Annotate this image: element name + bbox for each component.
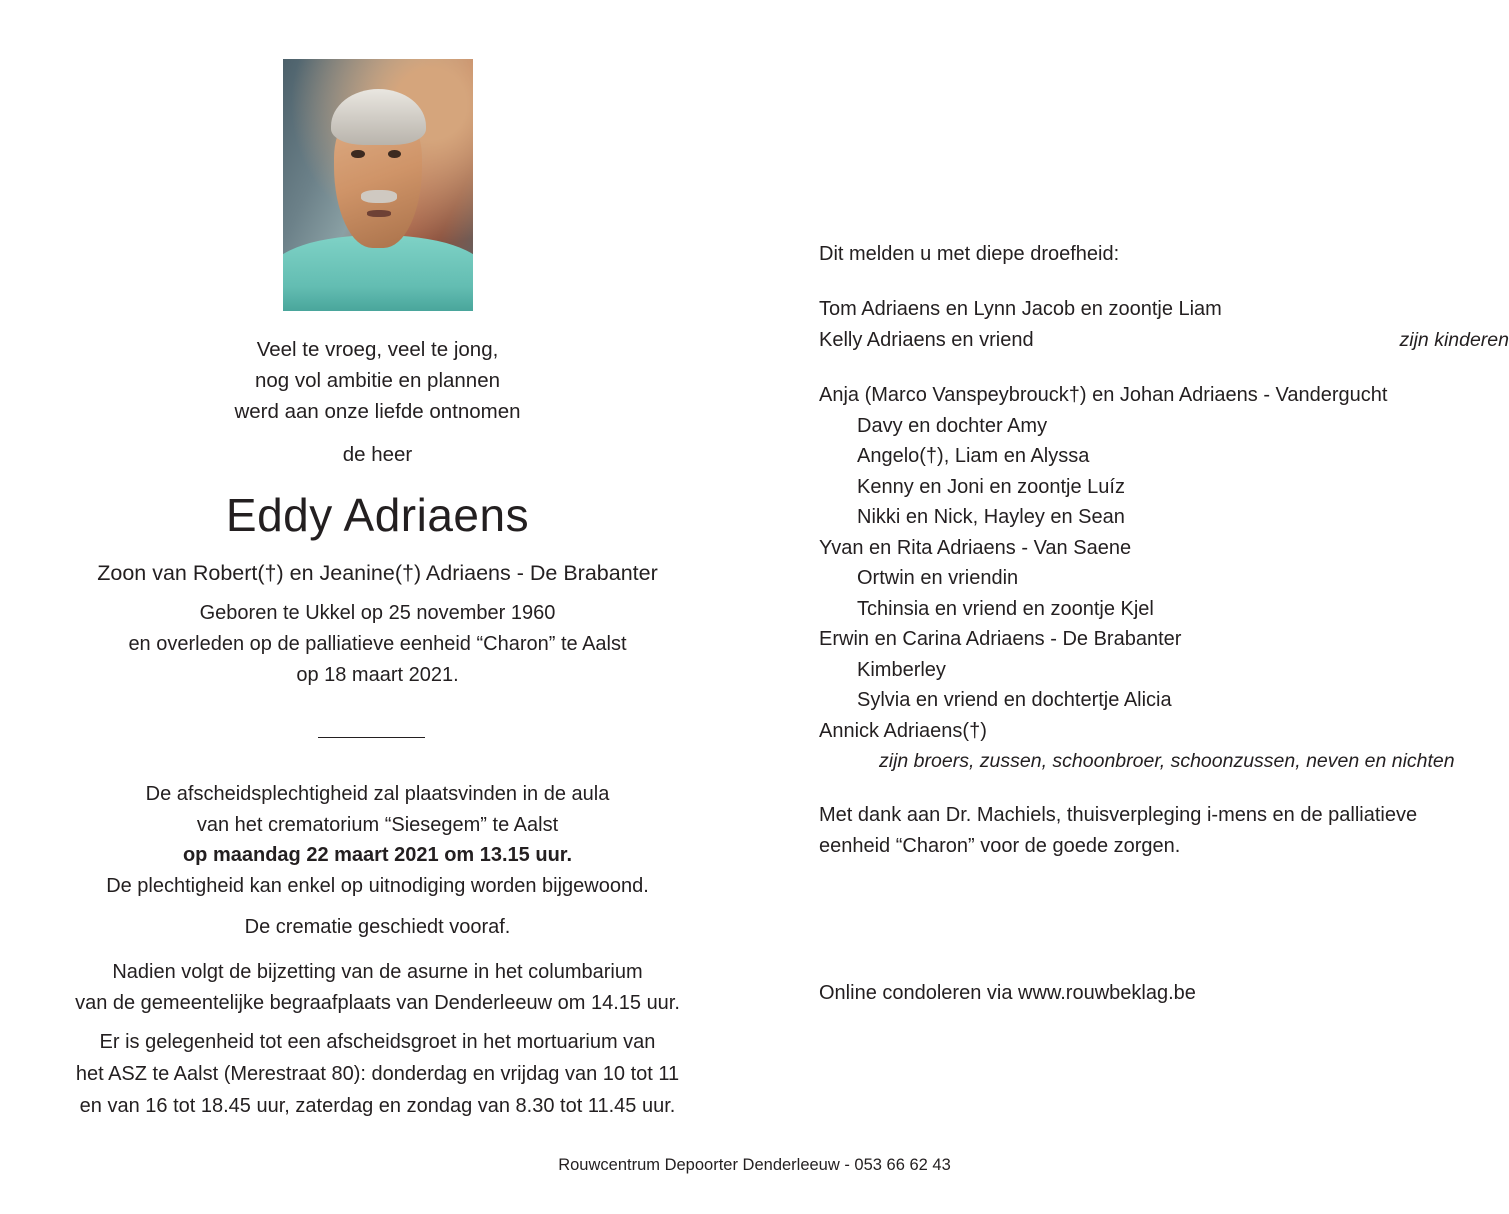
portrait-photo bbox=[283, 59, 473, 311]
birth-death-block bbox=[0, 598, 755, 691]
children-block bbox=[819, 294, 1509, 355]
thanks-block bbox=[819, 800, 1499, 861]
family-line: Kenny en Joni en zoontje Luíz bbox=[857, 475, 1125, 498]
ceremony-note: De plechtigheid kan enkel op uitnodiging worden bijgewoond. bbox=[106, 874, 649, 897]
child-text-1: Tom Adriaens en Lynn Jacob en zoontje Liam bbox=[819, 298, 1222, 320]
cremation-note: De crematie geschiedt vooraf. bbox=[244, 916, 511, 938]
family-line: Davy en dochter Amy bbox=[857, 414, 1048, 437]
family-block bbox=[819, 380, 1509, 777]
death-date-line: op 18 maart 2021. bbox=[296, 664, 459, 686]
thanks-line-2: eenheid “Charon” voor de goede zorgen. bbox=[819, 834, 1181, 857]
honorific: de heer bbox=[342, 443, 413, 466]
verse-line-3: werd aan onze liefde ontnomen bbox=[234, 400, 521, 423]
ceremony-line-1: De afscheidsplechtigheid zal plaatsvinden in de aula bbox=[145, 783, 610, 805]
family-line: Yvan en Rita Adriaens - Van Saene bbox=[819, 536, 1132, 559]
children-role-label: zijn kinderen bbox=[1399, 328, 1509, 351]
death-line: en overleden op de palliatieve eenheid “Charon” te Aalst bbox=[128, 633, 627, 655]
right-column bbox=[755, 0, 1509, 1214]
parents-line: Zoon van Robert(†) en Jeanine(†) Adriaens - De Brabanter bbox=[97, 561, 658, 585]
memorial-verse bbox=[0, 334, 755, 427]
family-role-label: zijn broers, zussen, schoonbroer, schoonzussen, neven en nichten bbox=[879, 750, 1455, 772]
portrait-eye-right bbox=[388, 150, 401, 159]
urn-line-2: van de gemeentelijke begraafplaats van Denderleeuw om 14.15 uur. bbox=[75, 991, 680, 1014]
family-line: Erwin en Carina Adriaens - De Brabanter bbox=[819, 628, 1182, 650]
ceremony-block bbox=[0, 779, 755, 901]
birth-line: Geboren te Ukkel op 25 november 1960 bbox=[199, 602, 556, 624]
deceased-name: Eddy Adriaens bbox=[225, 489, 530, 541]
child-line-1 bbox=[819, 294, 1509, 325]
condolence-link[interactable]: Online condoleren via www.rouwbeklag.be bbox=[819, 982, 1196, 1004]
urn-block bbox=[0, 957, 755, 1018]
portrait-eye-left bbox=[351, 150, 364, 159]
family-line: Anja (Marco Vanspeybrouck†) en Johan Adriaens - Vandergucht bbox=[819, 384, 1388, 406]
ceremony-line-2: van het crematorium “Siesegem” te Aalst bbox=[196, 813, 559, 836]
family-line: Angelo(†), Liam en Alyssa bbox=[857, 445, 1090, 467]
portrait-moustache bbox=[361, 190, 397, 203]
footer-text: Rouwcentrum Depoorter Denderleeuw - 053 66 62 43 bbox=[558, 1156, 951, 1174]
thanks-line-1: Met dank aan Dr. Machiels, thuisverpleging i-mens en de palliatieve bbox=[819, 804, 1418, 826]
mortuary-block bbox=[0, 1026, 755, 1122]
mortuary-line-1: Er is gelegenheid tot een afscheidsgroet in het mortuarium van bbox=[99, 1031, 656, 1053]
family-line: Nikki en Nick, Hayley en Sean bbox=[857, 506, 1125, 528]
verse-line-2: nog vol ambitie en plannen bbox=[254, 369, 501, 392]
child-text-2: Kelly Adriaens en vriend bbox=[819, 328, 1034, 351]
ceremony-datetime: op maandag 22 maart 2021 om 13.15 uur. bbox=[182, 844, 573, 866]
mortuary-line-3: en van 16 tot 18.45 uur, zaterdag en zondag van 8.30 tot 11.45 uur. bbox=[79, 1095, 676, 1117]
mortuary-line-2: het ASZ te Aalst (Merestraat 80): donderdag en vrijdag van 10 tot 11 bbox=[75, 1063, 680, 1085]
portrait-image bbox=[283, 59, 473, 311]
announcement-intro: Dit melden u met diepe droefheid: bbox=[819, 243, 1120, 265]
family-line: Kimberley bbox=[857, 658, 946, 681]
verse-line-1: Veel te vroeg, veel te jong, bbox=[256, 338, 499, 361]
portrait-mouth bbox=[367, 210, 392, 217]
urn-line-1: Nadien volgt de bijzetting van de asurne in het columbarium bbox=[112, 961, 643, 983]
divider bbox=[318, 737, 425, 738]
family-line: Sylvia en vriend en dochtertje Alicia bbox=[857, 689, 1172, 711]
family-line: Tchinsia en vriend en zoontje Kjel bbox=[857, 597, 1154, 620]
family-line: Ortwin en vriendin bbox=[857, 567, 1019, 589]
family-line: Annick Adriaens(†) bbox=[819, 719, 987, 742]
